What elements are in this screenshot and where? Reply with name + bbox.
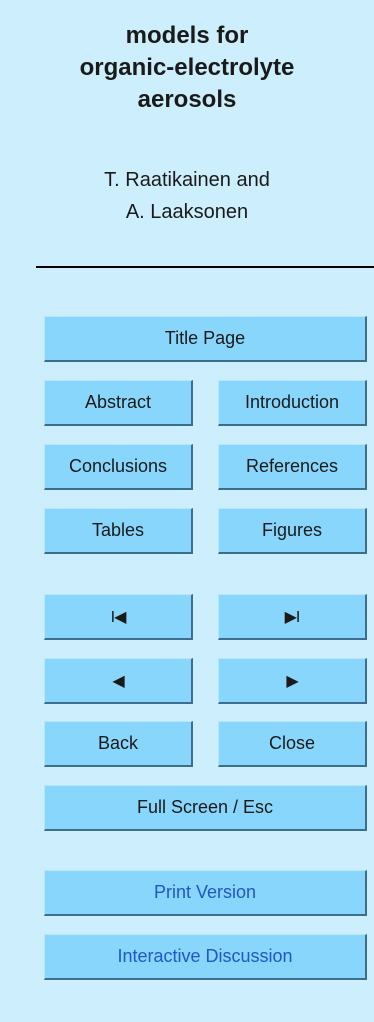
figures-button[interactable]: Figures	[218, 508, 367, 554]
title-line-1: models for	[125, 22, 249, 49]
tables-button[interactable]: Tables	[44, 508, 193, 554]
paper-title	[0, 0, 374, 116]
title-line-2: organic-electrolyte	[79, 54, 295, 81]
introduction-button[interactable]: Introduction	[218, 380, 367, 426]
previous-page-button[interactable]: ◀	[44, 658, 193, 704]
authors-line-1: T. Raatikainen and	[104, 169, 270, 191]
back-button[interactable]: Back	[44, 721, 193, 767]
next-page-button[interactable]: ▶	[218, 658, 367, 704]
divider	[36, 266, 374, 268]
references-button[interactable]: References	[218, 444, 367, 490]
interactive-discussion-link[interactable]: Interactive Discussion	[44, 934, 367, 980]
title-page-button[interactable]: Title Page	[44, 316, 367, 362]
print-version-link[interactable]: Print Version	[44, 870, 367, 916]
abstract-button[interactable]: Abstract	[44, 380, 193, 426]
conclusions-button[interactable]: Conclusions	[44, 444, 193, 490]
authors-line-2: A. Laaksonen	[125, 201, 249, 223]
full-screen-button[interactable]: Full Screen / Esc	[44, 785, 367, 831]
title-line-3: aerosols	[137, 86, 237, 113]
authors	[0, 164, 374, 228]
close-button[interactable]: Close	[218, 721, 367, 767]
first-page-button[interactable]: I◀	[44, 594, 193, 640]
last-page-button[interactable]: ▶I	[218, 594, 367, 640]
